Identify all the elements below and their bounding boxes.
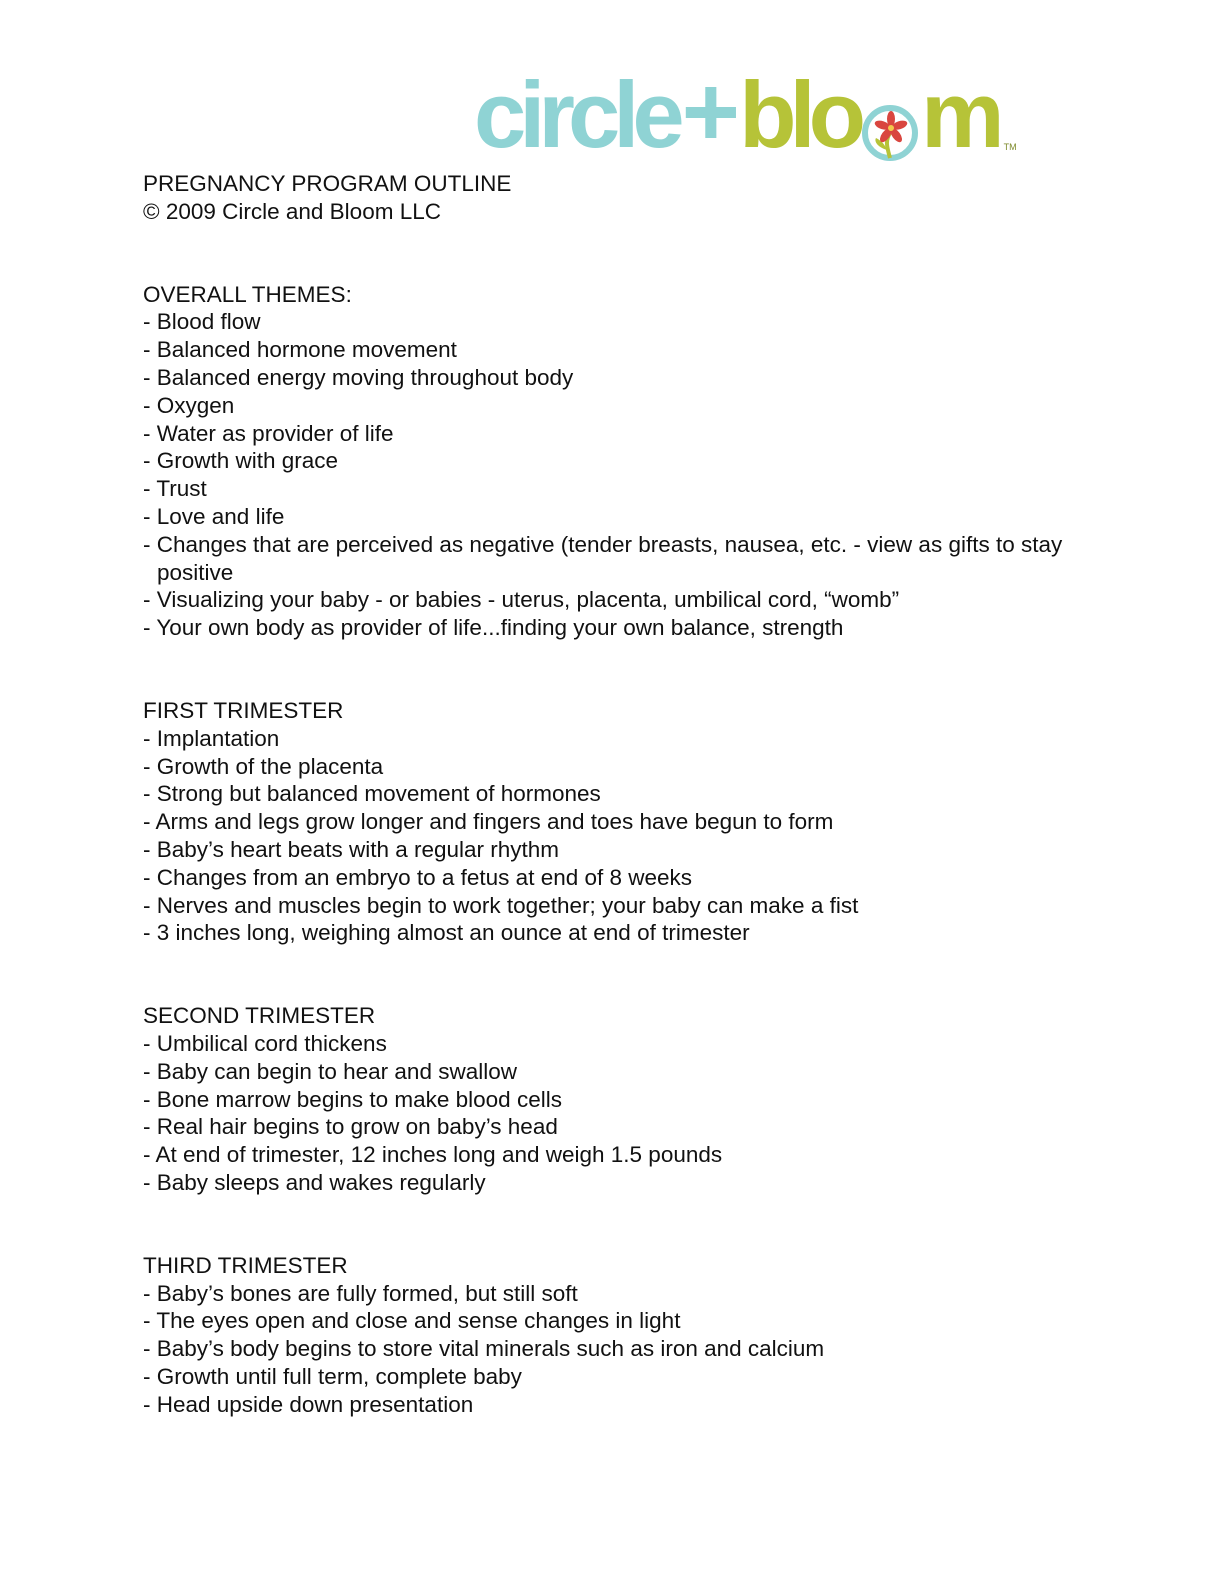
section-first-trimester [143,697,1083,947]
section-heading: SECOND TRIMESTER [143,1003,376,1029]
section-third-trimester [143,1252,1083,1419]
list-item: - Baby’s heart beats with a regular rhythm [143,836,560,862]
list-item: - At end of trimester, 12 inches long and weigh 1.5 pounds [143,1142,723,1168]
circle-bloom-logo [474,56,1040,168]
list-item: - Baby can begin to hear and swallow [143,1058,517,1084]
list-item: - Implantation [143,725,280,751]
logo-plus: + [681,56,734,168]
document-body [143,170,1083,1418]
logo-word-circle: circle [474,62,678,167]
list-item: - Arms and legs grow longer and fingers and toes have begun to form [143,809,834,835]
list-item: - Blood flow [143,309,261,335]
list-item: - Baby’s body begins to store vital minerals such as iron and calcium [143,1336,825,1362]
list-item: - Visualizing your baby - or babies - uterus, placenta, umbilical cord, “womb” [143,587,900,613]
list-item: - Real hair begins to grow on baby’s head [143,1114,558,1140]
list-item: - Love and life [143,503,285,529]
list-item: - Balanced hormone movement [143,337,457,363]
list-item: - Growth of the placenta [143,753,384,779]
section-heading: OVERALL THEMES: [143,281,352,307]
list-item: - Head upside down presentation [143,1391,474,1417]
list-item: - Baby’s bones are fully formed, but still soft [143,1280,578,1306]
section-second-trimester [143,1002,1083,1197]
section-overall-themes [143,281,1083,642]
section-heading: THIRD TRIMESTER [143,1252,348,1278]
list-item: - The eyes open and close and sense changes in light [143,1308,681,1334]
document-title: PREGNANCY PROGRAM OUTLINE [143,171,512,196]
list-item: - Baby sleeps and wakes regularly [143,1169,486,1195]
list-item: - Balanced energy moving throughout body [143,364,574,390]
logo-trademark: TM [1003,142,1017,152]
list-item: - Growth with grace [143,448,339,474]
list-item: - Your own body as provider of life...finding your own balance, strength [143,615,844,641]
list-item: - Bone marrow begins to make blood cells [143,1086,562,1112]
section-heading: FIRST TRIMESTER [143,697,344,723]
list-item: - Water as provider of life [143,420,394,446]
logo-word-m: m [921,62,998,167]
logo-word-blo: blo [739,62,860,167]
list-item: - Strong but balanced movement of hormones [143,781,601,807]
list-item: - 3 inches long, weighing almost an ounce at end of trimester [143,920,750,946]
list-item: - Changes from an embryo to a fetus at end of 8 weeks [143,864,693,890]
copyright-notice: © 2009 Circle and Bloom LLC [143,198,441,224]
list-item: - Umbilical cord thickens [143,1030,387,1056]
flower-icon [861,86,919,156]
list-item: - Nerves and muscles begin to work together; your baby can make a fist [143,892,859,918]
list-item: - Changes that are perceived as negative (tender breasts, nausea, etc. - view as gifts to stay positive [143,531,1063,585]
list-item: - Oxygen [143,392,235,418]
list-item: - Growth until full term, complete baby [143,1363,522,1389]
list-item: - Trust [143,476,207,502]
